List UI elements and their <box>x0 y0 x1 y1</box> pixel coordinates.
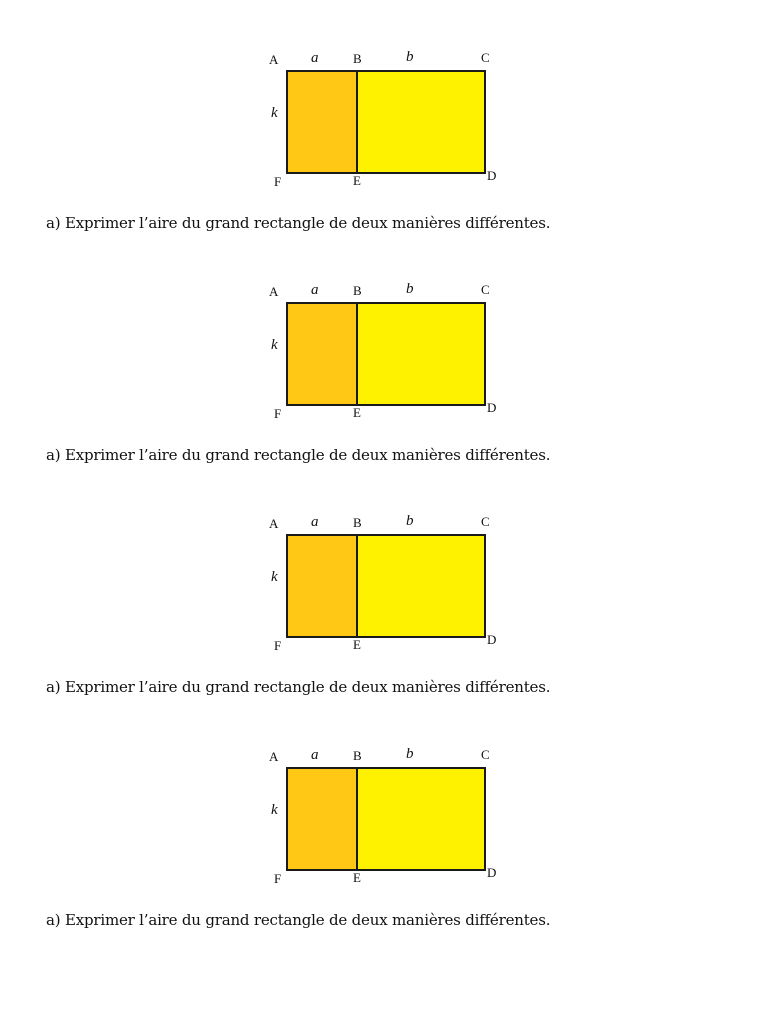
label-length-a: a <box>311 282 319 298</box>
right-rectangle <box>356 70 486 174</box>
label-point-d: D <box>487 168 497 183</box>
label-point-c: C <box>481 514 490 529</box>
question-text: a) Exprimer l’aire du grand rectangle de deux manières différentes. <box>46 911 551 929</box>
label-length-a: a <box>311 514 319 530</box>
label-point-b: B <box>353 283 362 298</box>
exercise-4 <box>0 703 768 935</box>
label-point-a: A <box>269 749 279 764</box>
label-point-e: E <box>353 173 361 188</box>
right-rectangle <box>356 767 486 871</box>
label-point-e: E <box>353 870 361 885</box>
exercise-2 <box>0 238 768 470</box>
rectangle-figure <box>260 280 510 422</box>
label-length-b: b <box>406 49 414 65</box>
label-point-b: B <box>353 748 362 763</box>
exercise-1 <box>0 6 768 238</box>
right-rectangle <box>356 302 486 406</box>
label-point-d: D <box>487 865 497 880</box>
label-point-c: C <box>481 282 490 297</box>
label-point-c: C <box>481 747 490 762</box>
label-point-b: B <box>353 515 362 530</box>
label-length-a: a <box>311 747 319 763</box>
label-length-b: b <box>406 513 414 529</box>
left-rectangle <box>286 534 360 638</box>
question-text: a) Exprimer l’aire du grand rectangle de deux manières différentes. <box>46 214 551 232</box>
label-point-a: A <box>269 516 279 531</box>
rectangle-figure <box>260 48 510 190</box>
label-length-a: a <box>311 50 319 66</box>
rectangle-figure <box>260 745 510 887</box>
label-point-d: D <box>487 400 497 415</box>
label-point-e: E <box>353 637 361 652</box>
label-point-b: B <box>353 51 362 66</box>
label-point-a: A <box>269 52 279 67</box>
question-text: a) Exprimer l’aire du grand rectangle de deux manières différentes. <box>46 446 551 464</box>
label-length-b: b <box>406 281 414 297</box>
label-length-b: b <box>406 746 414 762</box>
label-point-c: C <box>481 50 490 65</box>
label-point-f: F <box>274 174 282 189</box>
label-point-d: D <box>487 632 497 647</box>
label-point-f: F <box>274 406 282 421</box>
label-point-f: F <box>274 638 282 653</box>
label-point-f: F <box>274 871 282 886</box>
question-text: a) Exprimer l’aire du grand rectangle de deux manières différentes. <box>46 678 551 696</box>
label-length-k: k <box>271 802 278 818</box>
label-length-k: k <box>271 105 278 121</box>
label-point-a: A <box>269 284 279 299</box>
label-length-k: k <box>271 569 278 585</box>
label-length-k: k <box>271 337 278 353</box>
exercise-3 <box>0 470 768 702</box>
right-rectangle <box>356 534 486 638</box>
left-rectangle <box>286 767 360 871</box>
label-point-e: E <box>353 405 361 420</box>
left-rectangle <box>286 70 360 174</box>
rectangle-figure <box>260 512 510 654</box>
left-rectangle <box>286 302 360 406</box>
